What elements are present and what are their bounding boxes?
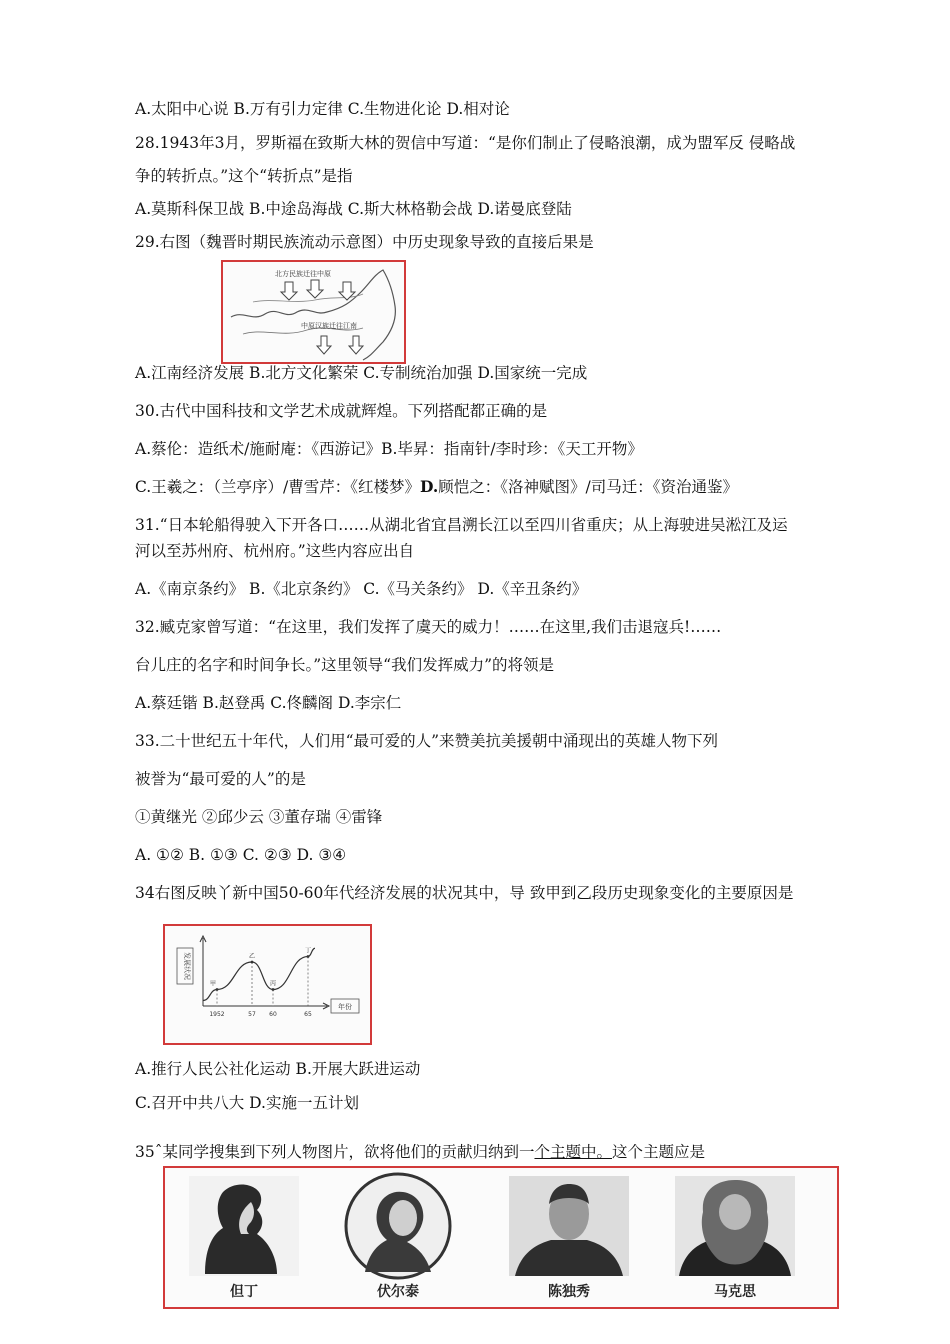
q33-stem-line2: 被誉为“最可爱的人”的是 bbox=[135, 770, 306, 788]
chart-point bbox=[216, 988, 219, 991]
portrait-marx bbox=[675, 1176, 795, 1276]
portrait-name: 伏尔泰 bbox=[377, 1284, 419, 1300]
chart-segment-label: 乙 bbox=[248, 953, 256, 960]
portrait-name: 但丁 bbox=[230, 1284, 258, 1300]
q30-option-c: C.王羲之：（兰亭序）/曹雪芹：《红楼梦》 bbox=[135, 478, 420, 496]
q28-stem-line2: 争的转折点。”这个“转折点”是指 bbox=[135, 167, 353, 185]
chart-tick-label: 60 bbox=[269, 1011, 277, 1018]
q32-stem-line1: 32.臧克家曾写道：“在这里，我们发挥了虞天的威力！……在这里,我们击退寇兵!…… bbox=[135, 618, 722, 636]
map-label-south: 中原汉族迁往江南 bbox=[301, 322, 357, 330]
q34-option-cd: C.召开中共八大 D.实施一五计划 bbox=[135, 1094, 359, 1112]
q29-stem: 29.右图（魏晋时期民族流动示意图）中历史现象导致的直接后果是 bbox=[135, 233, 594, 251]
arrow-down-icon bbox=[281, 282, 297, 300]
chart-segment-label: 甲 bbox=[209, 980, 217, 988]
portrait-chen-duxiu bbox=[509, 1176, 629, 1276]
q32-options: A.蔡廷锴 B.赵登禹 C.佟麟阁 D.李宗仁 bbox=[135, 694, 402, 712]
q30-option-d-letter: D. bbox=[419, 477, 439, 496]
chart-point bbox=[307, 955, 310, 958]
chart-segment-label: 丙 bbox=[269, 980, 277, 988]
chart-xunit: 年份 bbox=[338, 1003, 352, 1011]
q35-stem-underlined: 个主题中。 bbox=[534, 1143, 612, 1161]
chart-tick-label: 57 bbox=[248, 1011, 256, 1018]
arrow-down-icon bbox=[307, 280, 323, 298]
map-label-north: 北方民族迁往中原 bbox=[275, 270, 331, 278]
chart-tick-label: 65 bbox=[304, 1011, 312, 1018]
portrait-dante bbox=[189, 1176, 299, 1276]
q34-chart-figure bbox=[163, 924, 372, 1045]
q29-map-figure bbox=[221, 260, 406, 364]
q28-options: A.莫斯科保卫战 B.中途岛海战 C.斯大林格勒会战 D.诺曼底登陆 bbox=[135, 200, 572, 218]
migration-map bbox=[223, 262, 404, 362]
portraits bbox=[165, 1168, 837, 1307]
q33-items: ①黄继光 ②邱少云 ③董存瑞 ④雷锋 bbox=[135, 808, 383, 826]
q32-stem-line2: 台儿庄的名字和时间争长。”这里领导“我们发挥威力”的将领是 bbox=[135, 656, 555, 674]
chart-series-line bbox=[203, 948, 315, 1000]
marx-face bbox=[719, 1194, 751, 1230]
chart-segment-label: 丁 bbox=[304, 947, 312, 955]
q34-stem: 34右图反映丫新中国50-60年代经济发展的状况其中，导 致甲到乙段历史现象变化的主要原因是 bbox=[135, 884, 794, 902]
q34-option-ab: A.推行人民公社化运动 B.开展大跃进运动 bbox=[135, 1060, 421, 1078]
q31-stem-line2: 河以至苏州府、杭州府。”这些内容应出自 bbox=[135, 542, 415, 560]
q33-stem-line1: 33.二十世纪五十年代，人们用“最可爱的人”来赞美抗美援朝中涌现出的英雄人物下列 bbox=[135, 732, 719, 750]
portrait-name: 陈独秀 bbox=[548, 1284, 590, 1300]
voltaire-face bbox=[389, 1200, 417, 1236]
arrow-down-icon bbox=[349, 336, 363, 354]
q35-portraits-figure bbox=[163, 1166, 839, 1309]
q30-stem: 30.古代中国科技和文学艺术成就辉煌。下列搭配都正确的是 bbox=[135, 402, 548, 420]
q31-options: A.《南京条约》 B.《北京条约》 C.《马关条约》 D.《辛丑条约》 bbox=[135, 580, 588, 598]
chart-tick-label: 1952 bbox=[209, 1011, 225, 1018]
portrait-voltaire bbox=[346, 1174, 450, 1278]
q33-options: A. ①② B. ①③ C. ②③ D. ③④ bbox=[135, 846, 347, 864]
q31-stem-line1: 31.“日本轮船得驶入下开各口……从湖北省宜昌溯长江以至四川省重庆；从上海驶进吴淞江及运 bbox=[135, 516, 788, 534]
chart-point bbox=[251, 961, 254, 964]
economic-development-chart bbox=[165, 926, 370, 1043]
arrow-down-icon bbox=[317, 336, 331, 354]
q27-options: A.太阳中心说 B.万有引力定律 C.生物进化论 D.相对论 bbox=[135, 100, 510, 118]
q35-stem-part1: 35ˆ某同学搜集到下列人物图片，欲将他们的贡献归纳到一 bbox=[135, 1143, 535, 1161]
q30-option-d: 顾恺之：《洛神赋图》/司马迁：《资治通鉴》 bbox=[438, 478, 738, 496]
chart-ylabel: 发展状况 bbox=[183, 952, 191, 980]
q35-stem-part3: 这个主题应是 bbox=[612, 1143, 706, 1161]
q35-stem bbox=[135, 1141, 705, 1163]
q30-option-ab: A.蔡伦：造纸术/施耐庵：《西游记》B.毕昇：指南针/李时珍：《天工开物》 bbox=[135, 440, 643, 458]
q29-options: A.江南经济发展 B.北方文化繁荣 C.专制统治加强 D.国家统一完成 bbox=[135, 364, 588, 382]
portrait-name: 马克思 bbox=[714, 1284, 756, 1300]
q28-stem-line1: 28.1943年3月，罗斯福在致斯大林的贺信中写道：“是你们制止了侵略浪潮，成为盟军反 侵略战 bbox=[135, 134, 796, 152]
q30-option-cd bbox=[135, 476, 738, 498]
chart-point bbox=[272, 988, 275, 991]
